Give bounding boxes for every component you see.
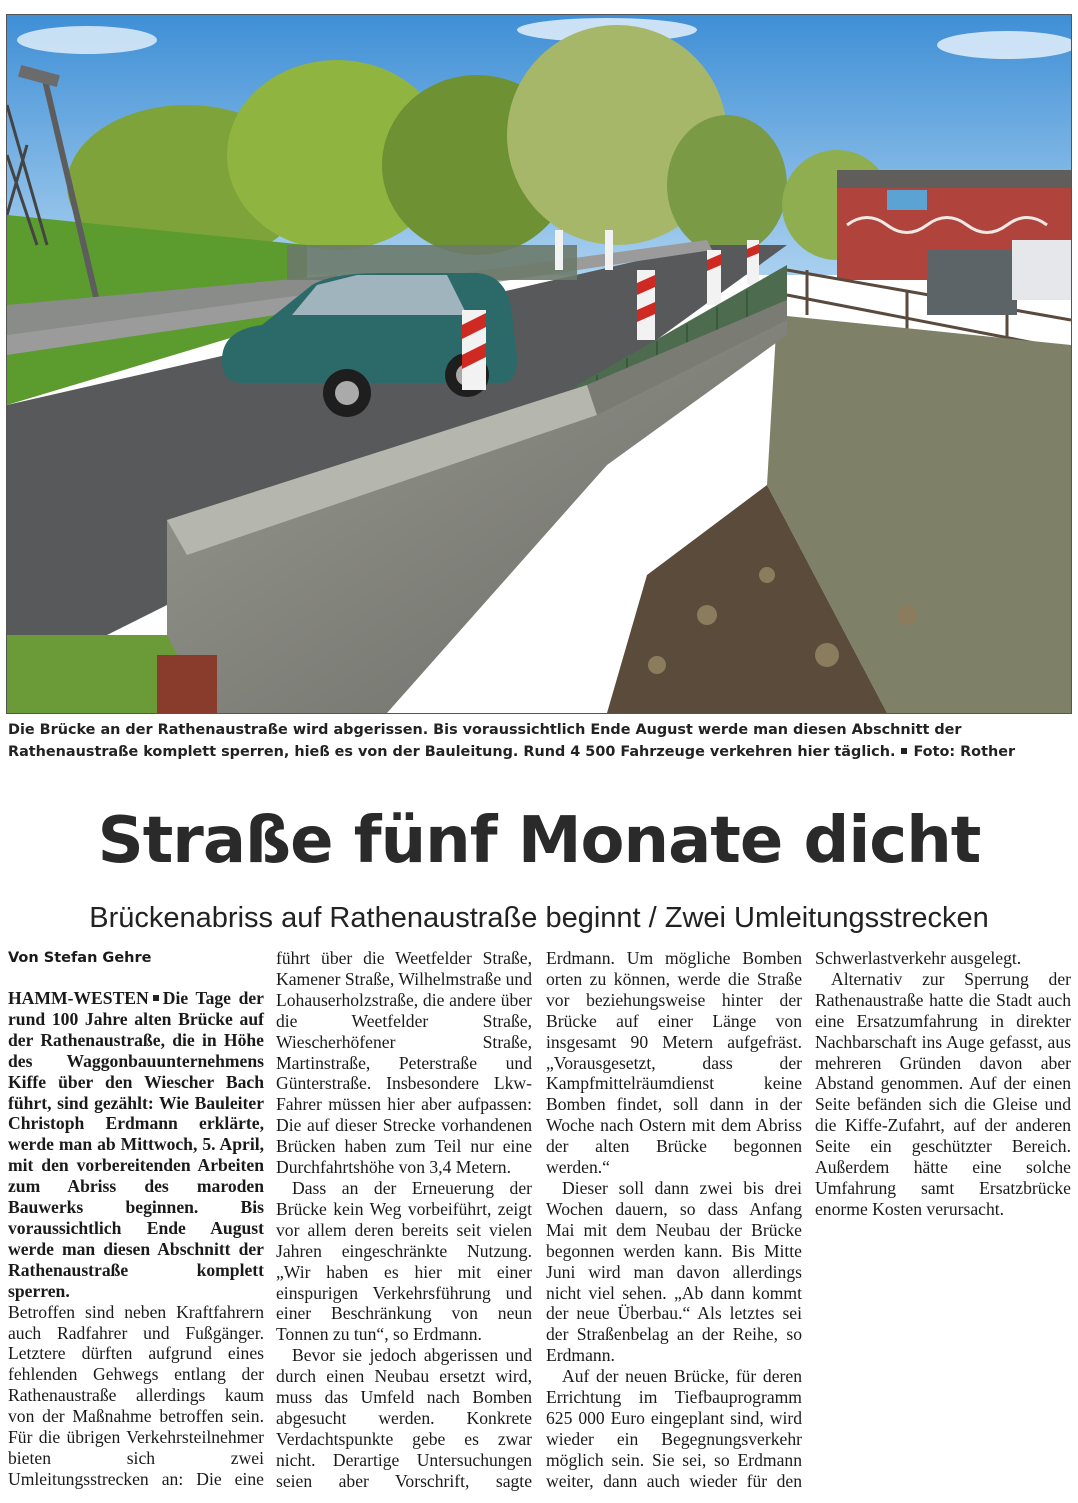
body-paragraph-6: Alternativ zur Sperrung der Rathenaustraße hatte die Stadt auch eine Ersatzumfahrung in direkter Nachbarschaft ins Auge gefasst, aus mehreren Gründen davon aber Abstand genommen. Auf der einen Seite befänden sich die Gleise und die Kiffe-Zufahrt, auf der anderen Seite ein geschützter Bereich. Außerdem hätte eine solche Umfahrung samt Ersatzbrücke enorme Kosten verursacht. — [815, 968, 1071, 1219]
body-paragraph-1: führt über die Weetfelder Straße, Kamener Straße, Wilhelmstraße und Lohauserholzstraße, die andere über die Weetfelder Straße, Wiescherhöfener Straße, Martinstraße, Peterstraße und Günterstraße. Insbesondere Lkw-Fahrer müssen hier aber aufpassen: Die auf dieser Strecke vorhandenen Brücken haben zum Teil nur eine Durchfahrtshöhe von 3,4 Metern. — [276, 948, 532, 1178]
caption-text: Die Brücke an der Rathenaustraße wird abgerissen. Bis voraussichtlich Ende August werde man diesen Abschnitt der Rathenaustraße komplett sperren, hieß es von der Bauleitung. Rund 4 500 Fahrzeuge verkehren hier täglich. — [8, 722, 962, 760]
article-column-1 — [8, 948, 264, 1490]
article-column-3 — [546, 948, 802, 1492]
body-paragraph-2: Dass an der Erneuerung der Brücke kein Weg vorbeiführt, zeigt vor allem deren bereits seit vielen Jahren eingeschränkte Nutzung. „Wir haben es hier mit einer einspurigen Verkehrsführung und einer Beschränkung von neun Tonnen zu tun“, so Erdmann. — [276, 1177, 532, 1345]
bridge-photo-illustration — [7, 15, 1071, 713]
body-paragraph-3: Bevor sie jedoch abgerissen und durch einen Neubau ersetzt wird, muss das Umfeld nach Bomben abgesucht werden. Konkrete Verdachtspunkte gebe es zwar nicht. Derartige Untersuchungen seien aber Vorschrift, sagte — [276, 1345, 532, 1491]
article-column-4 — [815, 948, 1071, 1220]
photo-credit: Foto: Rother — [913, 744, 1016, 760]
author-byline: Von Stefan Gehre — [8, 950, 152, 966]
body-paragraph-3: Erdmann. Um mögliche Bomben orten zu können, werde die Straße vor beziehungsweise hinter der Brücke auf einer Länge von insgesamt 90 Metern aufgefräst. „Vorausgesetzt, dass der Kampfmittelräumdienst keine Bomben findet, soll dann in der Woche nach Ostern mit dem Abriss der alten Brücke begonnen werden.“ — [546, 948, 802, 1178]
body-paragraph-4: Dieser soll dann zwei bis drei Wochen dauern, so dass Anfang Mai mit dem Neubau der Brücke begonnen werden kann. Bis Mitte Juni wird man davon allerdings nicht viel sehen. „Ab dann kommt der neue Überbau.“ Als letztes sei der Straßenbelag an der Reihe, so Erdmann. — [546, 1177, 802, 1366]
article-column-2 — [276, 948, 532, 1492]
subheadline: Brückenabriss auf Rathenaustraße beginnt / Zwei Umleitungsstrecken — [89, 902, 989, 934]
dateline-square-icon — [153, 995, 159, 1001]
article-photo — [6, 14, 1072, 714]
body-paragraph-1: Betroffen sind neben Kraftfahrern auch Radfahrer und Fußgänger. Letztere dürften aufgrund eines fehlenden Gehwegs entlang der Rathenaustraße allerdings kaum von der Maßnahme betroffen sein. Für die übrigen Verkehrsteilnehmer bieten sich zwei Umleitungsstrecken an: Die eine — [8, 1301, 264, 1489]
lead-paragraph — [8, 988, 264, 1302]
body-paragraph-5: Auf der neuen Brücke, für deren Errichtung im Tiefbauprogramm 625 000 Euro eingeplant sind, wird wieder ein Begegnungsverkehr möglich sein. Sie sei, so Erdmann weiter, dann auch wieder für den — [546, 1366, 802, 1491]
separator-square-icon — [901, 748, 907, 754]
dateline: HAMM-WESTEN — [8, 988, 149, 1008]
lead-text: Die Tage der rund 100 Jahre alten Brücke auf der Rathenaustraße, die in Höhe des Waggonbauunternehmens Kiffe über den Wiescher Bach führt, sind gezählt: Wie Bauleiter Christoph Erdmann erklärte, werde man ab Mittwoch, 5. April, mit den vorbereitenden Arbeiten zum Abriss des maroden Bauwerks beginnen. Bis voraussichtlich Ende August werde man diesen Abschnitt der Rathenaustraße komplett sperren. — [8, 988, 264, 1301]
photo-caption — [8, 719, 1070, 763]
body-paragraph-5: Schwerlastverkehr ausgelegt. — [815, 948, 1022, 968]
headline: Straße fünf Monate dicht — [97, 804, 981, 878]
